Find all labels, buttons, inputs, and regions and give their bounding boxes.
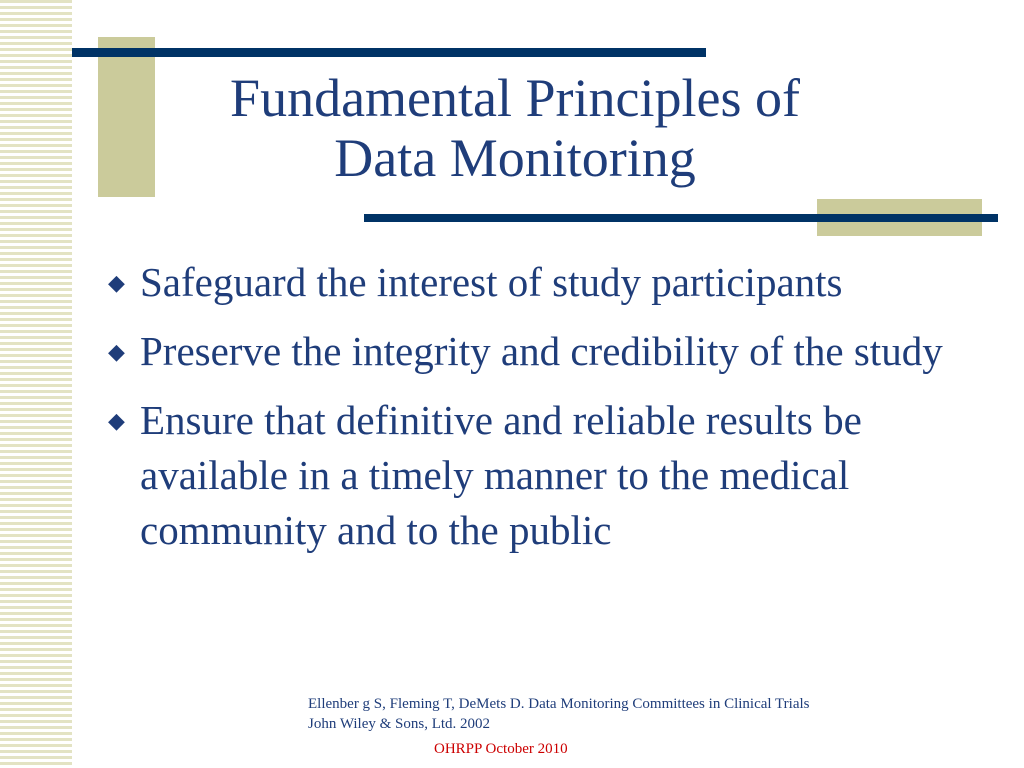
bullet-list	[104, 255, 964, 572]
citation	[308, 694, 810, 734]
bullet-item	[104, 393, 964, 558]
diamond-bullet-icon: ◆	[108, 270, 125, 295]
bullet-text: Safeguard the interest of study participants	[140, 259, 843, 305]
title-line-1: Fundamental Principles of	[230, 68, 800, 128]
title-line-2: Data Monitoring	[334, 128, 696, 188]
top-accent-line	[72, 48, 706, 57]
bullet-text: Preserve the integrity and credibility of the study	[140, 328, 943, 374]
top-left-accent-block	[98, 37, 155, 197]
footer-text: OHRPP October 2010	[434, 741, 568, 757]
bullet-text: Ensure that definitive and reliable results be available in a timely manner to the medical community and to the public	[140, 397, 862, 553]
diamond-bullet-icon: ◆	[108, 408, 125, 433]
citation-line-2: John Wiley & Sons, Ltd. 2002	[308, 716, 491, 732]
citation-line-1: Ellenber g S, Fleming T, DeMets D. Data Monitoring Committees in Clinical Trials	[308, 696, 810, 712]
bullet-item	[104, 324, 964, 379]
bullet-item	[104, 255, 964, 310]
diamond-bullet-icon: ◆	[108, 339, 125, 364]
left-stripe-decoration	[0, 0, 72, 768]
title-underline	[364, 214, 998, 222]
slide-title	[200, 68, 830, 188]
